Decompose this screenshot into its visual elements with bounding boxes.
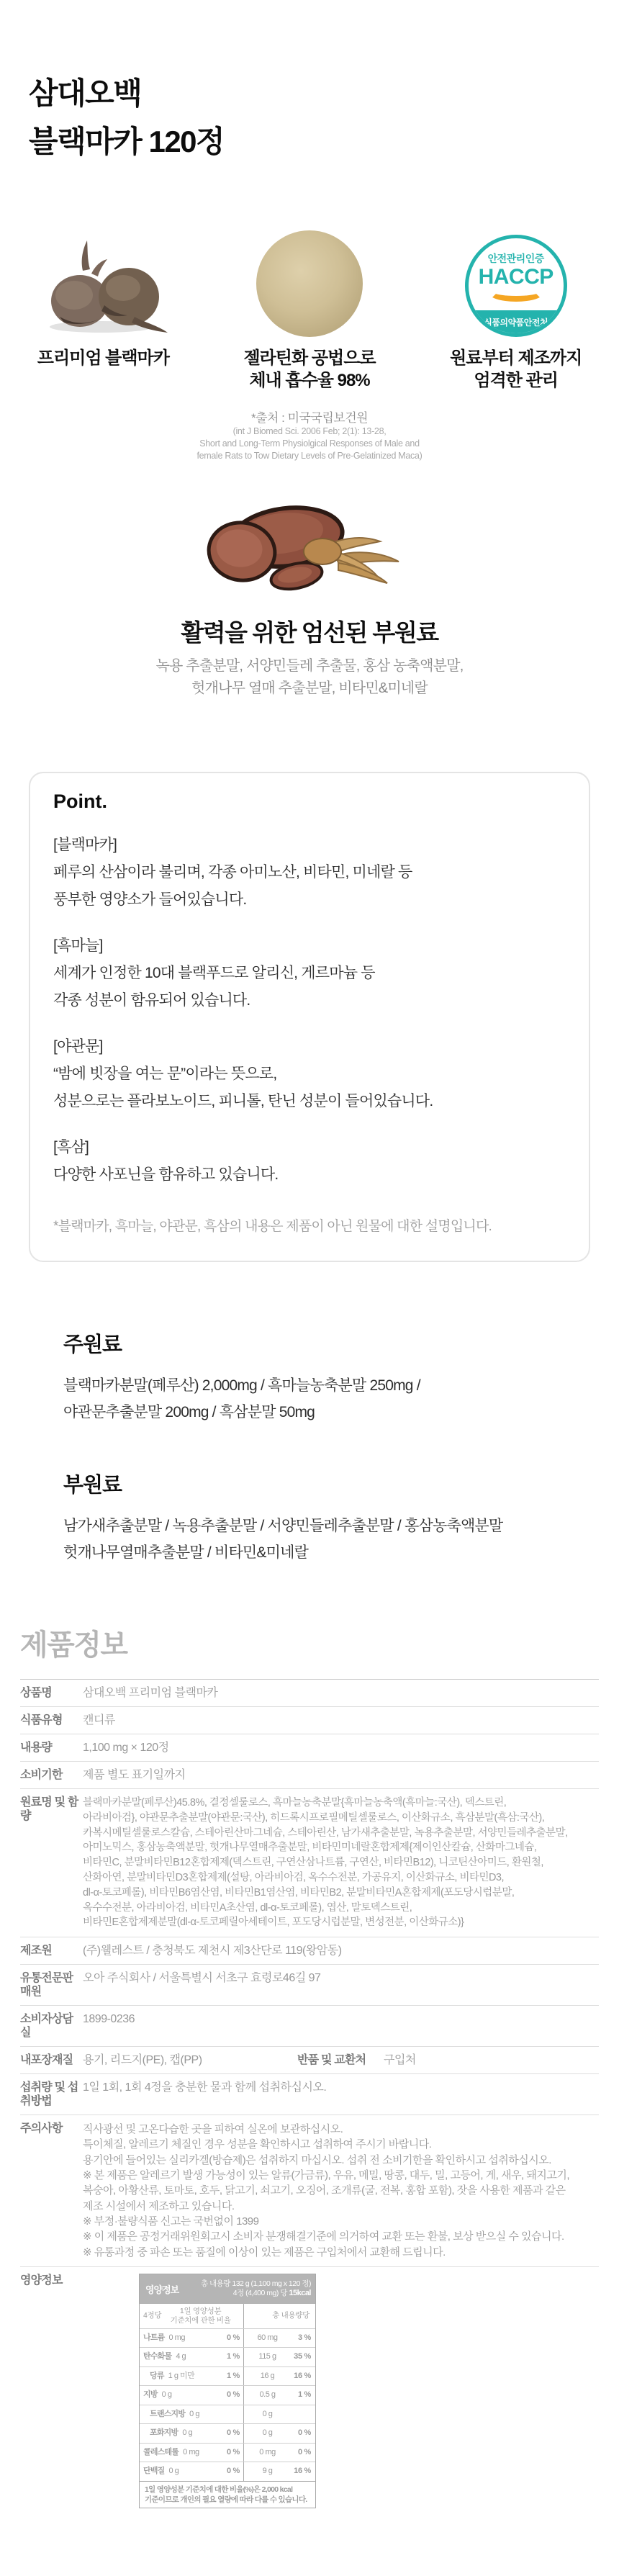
nutrient-amount-total: 16 g xyxy=(260,2371,275,2380)
nutrient-name: 당류 xyxy=(150,2371,164,2380)
table-row xyxy=(20,1937,599,1965)
table-row xyxy=(20,1734,599,1762)
row-label: 내용량 xyxy=(20,1742,52,1754)
row-value: 용기, 리드지(PE), 캡(PP) xyxy=(83,2054,202,2067)
nutrient-amount-serving: 0 mg xyxy=(183,2447,199,2456)
feature-label-line1: 원료부터 제조까지 xyxy=(450,348,582,368)
nutrient-pct-total: 0 % xyxy=(297,2428,311,2438)
point-heading: Point. xyxy=(53,791,107,812)
feature-row xyxy=(0,228,619,392)
row-value-line: ※ 유통과정 중 파손 또는 품질에 이상이 있는 제품은 구입처에서 교환해 드립니다. xyxy=(83,2246,446,2258)
haccp-bottom-text: 식품의약품안전처 xyxy=(469,310,564,333)
row-value-line: 아라비아검}, 야관문추출분말(야관문:국산), 히드록시프로필메틸셀룰로스, 이산화규소, 흑삼분말(흑삼:국산), xyxy=(83,1811,545,1824)
table-row xyxy=(20,1707,599,1734)
nutrient-pct-serving: 1 % xyxy=(226,2371,240,2380)
row-value-line: 아미노믹스, 홍삼농축액분말, 헛개나무열매추출분말, 비타민미네랄혼합제제{제이인산칼슘, 산화마그네슘, xyxy=(83,1842,537,1854)
nutrition-table xyxy=(139,2274,316,2508)
nutrient-name: 나트륨 xyxy=(143,2333,165,2342)
sub-ingredients-line: 헛개나무열매추출분말 / 비타민&미네랄 xyxy=(63,1544,309,1561)
main-ingredients-line: 블랙마카분말(페루산) 2,000mg / 흑마늘농축분말 250mg / xyxy=(63,1377,420,1394)
nutrition-row xyxy=(140,2443,315,2462)
nutrient-amount-total: 60 mg xyxy=(257,2333,278,2342)
row-value: 구입처 xyxy=(384,2054,416,2067)
row-value xyxy=(83,1796,599,1930)
citation-line: (int J Biomed Sci. 2006 Feb; 2(1): 13-28, xyxy=(232,426,387,436)
hero-heading: 활력을 위한 엄선된 부원료 xyxy=(181,619,438,646)
nutrition-row-right xyxy=(244,2386,315,2405)
nutrition-row-right xyxy=(244,2424,315,2443)
nutrition-col-daily xyxy=(161,2307,240,2325)
nutrition-col-serving: 4정당 xyxy=(143,2311,162,2320)
point-item-name: [야관문] xyxy=(53,1038,103,1055)
nutrient-pct-total: 16 % xyxy=(294,2467,311,2476)
row-label: 반품 및 교환처 xyxy=(297,2054,366,2067)
nutrient-pct-serving: 0 % xyxy=(226,2467,240,2476)
product-info-heading: 제품정보 xyxy=(20,1629,127,1661)
nutrition-header xyxy=(140,2274,315,2304)
sub-ingredients-body xyxy=(63,1513,619,1566)
antler-ginseng-photo xyxy=(194,500,425,592)
point-item xyxy=(53,932,566,1014)
nutrition-total-line2 xyxy=(179,2289,311,2299)
nutrient-amount-serving: 0 g xyxy=(189,2409,199,2418)
feature-label-line2: 체내 흡수율 98% xyxy=(249,371,370,390)
nutrition-row xyxy=(140,2328,315,2348)
row-value-line: 제조 시설에서 제조하고 있습니다. xyxy=(83,2199,235,2212)
nutrient-name: 콜레스테롤 xyxy=(143,2447,179,2456)
row-value-line: 옥수수전분, 아라비아검, 비타민A초산염, dl-α-토코페롤), 엽산, 말토덱스트린, xyxy=(83,1901,412,1914)
point-box xyxy=(29,772,590,1262)
row-value-line: 블랙마카분말(페루산)45.8%, 결정셀룰로스, 흑마늘농축분말{흑마늘농축액(흑마늘:국산), 덱스트린, xyxy=(83,1797,507,1809)
point-item-list xyxy=(53,832,566,1189)
haccp-top-text: 안전관리인증 xyxy=(487,253,544,264)
citation-block xyxy=(0,407,619,462)
haccp-badge-icon xyxy=(465,235,567,337)
product-title xyxy=(0,0,619,166)
sub-ingredients-line: 남가새추출분말 / 녹용추출분말 / 서양민들레추출분말 / 홍삼농축액분말 xyxy=(63,1518,503,1534)
feature-label xyxy=(243,347,375,392)
haccp-main-text: HACCP xyxy=(478,265,554,289)
nutrition-subheader-left xyxy=(140,2304,244,2328)
row-value: 오아 주식회사 / 서울특별시 서초구 효령로46길 97 xyxy=(83,1972,321,1985)
main-ingredients-heading: 주원료 xyxy=(63,1333,122,1356)
feature-label-line1: 젤라틴화 공법으로 xyxy=(243,348,376,368)
row-value: 캔디류 xyxy=(83,1714,115,1726)
row-label: 소비기한 xyxy=(20,1769,63,1781)
main-ingredients-line: 야관문추출분말 200mg / 흑삼분말 50mg xyxy=(63,1404,315,1420)
nutrient-amount-serving: 4 g xyxy=(176,2352,186,2361)
nutrient-pct-serving: 0 % xyxy=(226,2390,240,2400)
nutrient-amount-total: 0.5 g xyxy=(259,2390,276,2400)
point-item-name: [흑삼] xyxy=(53,1139,89,1156)
nutrient-pct-total: 0 % xyxy=(297,2447,311,2456)
hero-subtext xyxy=(0,655,619,700)
nutrient-amount-total: 115 g xyxy=(258,2352,276,2361)
nutrition-footer-line: 1일 영양성분 기준치에 대한 비율(%)은 2,000 kcal xyxy=(145,2485,293,2494)
row-label: 유통전문판매원 xyxy=(20,1972,73,1999)
nutrition-row-left xyxy=(140,2348,244,2366)
nutrition-col-total-label: 총 내용량당 xyxy=(272,2311,310,2320)
citation-line: female Rats to Tow Dietary Levels of Pre-Gelatinized Maca) xyxy=(196,451,423,461)
table-row xyxy=(20,2267,599,2515)
haccp-orange-arc-icon xyxy=(488,283,544,302)
row-value-line: ※ 부정·불량식품 신고는 국번없이 1399 xyxy=(83,2215,259,2228)
row-value: (주)웰레스트 / 충청북도 제천시 제3산단로 119(왕암동) xyxy=(83,1945,342,1958)
point-item-line: 페루의 산삼이라 불리며, 각종 아미노산, 비타민, 미네랄 등 xyxy=(53,864,412,881)
nutrient-pct-total: 16 % xyxy=(294,2371,311,2380)
nutrient-name: 탄수화물 xyxy=(143,2352,172,2361)
row-value-line: 비타민C, 분말비타민B12혼합제제(덱스트린, 구연산삼나트륨, 구연산, 비타민B12), 니코틴산아미드, 환원철, xyxy=(83,1857,543,1869)
main-ingredients-section xyxy=(63,1328,619,1426)
row-value-line: 산화아연, 분말비타민D3혼합제제(설탕, 아라비아검, 옥수수전분, 가공유지, 이산화규소, 비타민D3, xyxy=(83,1871,505,1883)
table-row xyxy=(20,1789,599,1937)
table-row xyxy=(20,2074,599,2115)
hero-subtext-line: 헛개나무 열매 추출분말, 비타민&미네랄 xyxy=(191,680,428,696)
nutrition-row xyxy=(140,2347,315,2366)
table-row xyxy=(20,1762,599,1789)
product-title-line2: 블랙마카 120정 xyxy=(29,125,225,158)
nutrient-name: 지방 xyxy=(143,2390,158,2400)
product-info-section xyxy=(20,1622,599,2515)
point-item-line: 풍부한 영양소가 들어있습니다. xyxy=(53,891,247,908)
nutrition-row-left xyxy=(140,2462,244,2481)
nutrition-row xyxy=(140,2366,315,2386)
nutrition-row xyxy=(140,2385,315,2405)
nutrient-amount-serving: 0 mg xyxy=(168,2333,185,2342)
citation-line: Short and Long-Term Physiolgical Responses of Male and xyxy=(199,438,420,449)
nutrition-total-line1: 총 내용량 132 g (1,100 mg x 120 정) xyxy=(200,2279,311,2288)
nutrition-row-right xyxy=(244,2444,315,2462)
row-value-line: 용기안에 들어있는 실리카겔(방습제)은 섭취하지 마십시오. 섭취 전 소비기한을 확인하시고 섭취하십시오. xyxy=(83,2153,551,2166)
nutrition-row-right xyxy=(244,2348,315,2366)
row-value: 1,100 mg × 120정 xyxy=(83,1742,169,1754)
point-item-line: 다양한 사포닌을 함유하고 있습니다. xyxy=(53,1166,279,1183)
point-item-name: [흑마늘] xyxy=(53,937,103,954)
nutrient-amount-serving: 0 g xyxy=(182,2428,193,2438)
nutrient-amount-serving: 0 g xyxy=(168,2467,179,2476)
row-value: 제품 별도 표기일까지 xyxy=(83,1769,186,1781)
nutrition-footer-line: 기준이므로 개인의 필요 열량에 따라 다를 수 있습니다. xyxy=(145,2495,307,2504)
hero-subtext-line: 녹용 추출분말, 서양민들레 추출물, 홍삼 농축액분말, xyxy=(155,658,464,674)
nutrient-pct-serving: 0 % xyxy=(226,2428,240,2438)
row-value-line: 복숭아, 아황산류, 토마토, 호두, 닭고기, 쇠고기, 오징어, 조개류(굴, 전복, 홍합 포함), 잣을 사용한 제품과 같은 xyxy=(83,2184,566,2197)
row-value-line: 직사광선 및 고온다습한 곳을 피하여 실온에 보관하십시오. xyxy=(83,2123,343,2136)
nutrition-row-left xyxy=(140,2405,244,2424)
row-value-line: ※ 이 제품은 공정거래위원회고시 소비자 분쟁해결기준에 의거하여 교환 또는 환불, 보상 받으실 수 있습니다. xyxy=(83,2230,564,2243)
nutrient-name: 포화지방 xyxy=(150,2428,179,2438)
nutrition-row xyxy=(140,2423,315,2443)
maca-powder-photo xyxy=(256,228,363,337)
row-value: 1일 1회, 1회 4정을 충분한 물과 함께 섭취하십시오. xyxy=(83,2081,327,2094)
nutrition-row-right xyxy=(244,2462,315,2481)
nutrition-row-left xyxy=(140,2329,244,2348)
row-label: 주의사항 xyxy=(20,2122,63,2135)
nutrition-row xyxy=(140,2405,315,2424)
nutrient-amount-total: 9 g xyxy=(262,2467,273,2476)
nutrition-row-left xyxy=(140,2424,244,2443)
point-item xyxy=(53,1134,566,1189)
nutrient-amount-serving: 1 g 미만 xyxy=(168,2371,195,2380)
nutrition-col-total xyxy=(244,2304,315,2328)
row-label: 식품유형 xyxy=(20,1714,63,1726)
nutrient-pct-serving: 0 % xyxy=(226,2333,240,2342)
nutrient-amount-total: 0 g xyxy=(262,2428,273,2438)
nutrition-row-right xyxy=(244,2367,315,2386)
nutrition-footer xyxy=(140,2481,315,2508)
nutrient-pct-total: 1 % xyxy=(297,2390,311,2400)
point-item-name: [블랙마카] xyxy=(53,837,117,853)
nutrient-pct-total: 35 % xyxy=(294,2352,311,2361)
row-value: 삼대오백 프리미엄 블랙마카 xyxy=(83,1687,218,1699)
haccp-badge xyxy=(465,228,567,337)
table-row xyxy=(20,2006,599,2047)
row-value-line: dl-α-토코페롤), 비타민B6염산염, 비타민B1염산염, 비타민B2, 분말비타민A혼합제제(포도당시럽분말, xyxy=(83,1886,515,1899)
row-label: 소비자상담실 xyxy=(20,2013,73,2040)
nutrition-total-kcal: 15kcal xyxy=(289,2289,311,2298)
feature-label-line2: 엄격한 관리 xyxy=(474,371,558,390)
nutrition-col-daily-line2: 기준치에 관한 비율 xyxy=(170,2315,231,2325)
nutrient-amount-serving: 0 g xyxy=(161,2390,172,2400)
point-item-line: 각종 성분이 함유되어 있습니다. xyxy=(53,992,250,1009)
row-label: 섭취량 및 섭취방법 xyxy=(20,2081,78,2108)
row-value xyxy=(83,2122,599,2260)
nutrition-row-left xyxy=(140,2367,244,2386)
row-value-line: 특이체질, 알레르기 체질인 경우 성분을 확인하시고 섭취하여 주시기 바랍니다. xyxy=(83,2138,432,2151)
nutrition-subheader xyxy=(140,2304,315,2328)
feature-gelatinized xyxy=(207,228,413,392)
row-value: 1899-0236 xyxy=(83,2013,135,2026)
powder-circle-icon xyxy=(256,230,363,337)
row-label: 영양정보 xyxy=(20,2274,63,2287)
feature-premium-maca xyxy=(0,228,207,392)
point-item xyxy=(53,832,566,914)
row-label: 제조원 xyxy=(20,1945,52,1958)
row-value-line: 비타민E혼합제제분말(dl-α-토코페릴아세테이트, 포도당시럽분말, 변성전분, 이산화규소)} xyxy=(83,1917,464,1929)
nutrition-total-line2-prefix: 4정 (4,400 mg) 당 xyxy=(232,2289,289,2298)
table-row xyxy=(20,1680,599,1707)
nutrition-row-left xyxy=(140,2444,244,2462)
point-item xyxy=(53,1033,566,1115)
nutrient-name: 단백질 xyxy=(143,2467,165,2476)
nutrient-amount-total: 0 mg xyxy=(259,2447,276,2456)
nutrient-pct-total: 3 % xyxy=(297,2333,311,2342)
point-footnote: *블랙마카, 흑마늘, 야관문, 흑삼의 내용은 제품이 아닌 원물에 대한 설명입니다. xyxy=(53,1219,492,1234)
row-label: 내포장재질 xyxy=(20,2054,73,2067)
nutrition-row-right xyxy=(244,2405,315,2424)
row-label: 상품명 xyxy=(20,1687,52,1699)
maca-roots-icon xyxy=(27,236,179,337)
nutrient-pct-serving: 1 % xyxy=(226,2352,240,2361)
nutrition-col-daily-line1: 1일 영양성분 xyxy=(179,2306,222,2315)
nutrition-title: 영양정보 xyxy=(145,2284,179,2295)
table-row xyxy=(20,2047,599,2074)
nutrition-row-left xyxy=(140,2386,244,2405)
nutrient-pct-serving: 0 % xyxy=(226,2447,240,2456)
feature-label xyxy=(37,347,169,369)
feature-label xyxy=(450,347,582,392)
table-row xyxy=(20,2115,599,2267)
row-value-line: ※ 본 제품은 알레르기 발생 가능성이 있는 알류(가금류), 우유, 메밀, 땅콩, 대두, 밀, 고등어, 게, 새우, 돼지고기, xyxy=(83,2169,570,2182)
nutrition-total xyxy=(179,2279,311,2299)
sub-ingredients-section xyxy=(63,1469,619,1566)
feature-label-line1: 프리미엄 블랙마카 xyxy=(37,348,169,368)
table-row xyxy=(20,1965,599,2006)
sub-ingredients-heading: 부원료 xyxy=(63,1474,122,1497)
nutrition-row-right xyxy=(244,2329,315,2348)
nutrient-name: 트랜스지방 xyxy=(150,2409,186,2418)
main-ingredients-body xyxy=(63,1372,619,1426)
product-title-line1: 삼대오백 xyxy=(29,76,142,110)
point-item-line: 세계가 인정한 10대 블랙푸드로 알리신, 게르마늄 등 xyxy=(53,965,375,981)
sub-ingredient-hero xyxy=(0,500,619,700)
row-label: 원료명 및 함량 xyxy=(20,1796,78,1822)
citation-source: *출처 : 미국국립보건원 xyxy=(250,411,369,425)
point-item-line: 성분으로는 플라보노이드, 피니톨, 탄닌 성분이 들어있습니다. xyxy=(53,1093,433,1109)
nutrient-amount-total: 0 g xyxy=(262,2409,273,2418)
point-item-line: “밤에 빗장을 여는 문”이라는 뜻으로, xyxy=(53,1066,277,1082)
feature-haccp xyxy=(412,228,619,392)
product-info-table xyxy=(20,1679,599,2515)
maca-roots-photo xyxy=(27,228,179,337)
row-value-line: 카복시메틸셀룰로스칼슘, 스테아린산마그네슘, 스테아린산, 남가새추출분말, 녹용추출분말, 서양민들레추출분말, xyxy=(83,1827,568,1839)
